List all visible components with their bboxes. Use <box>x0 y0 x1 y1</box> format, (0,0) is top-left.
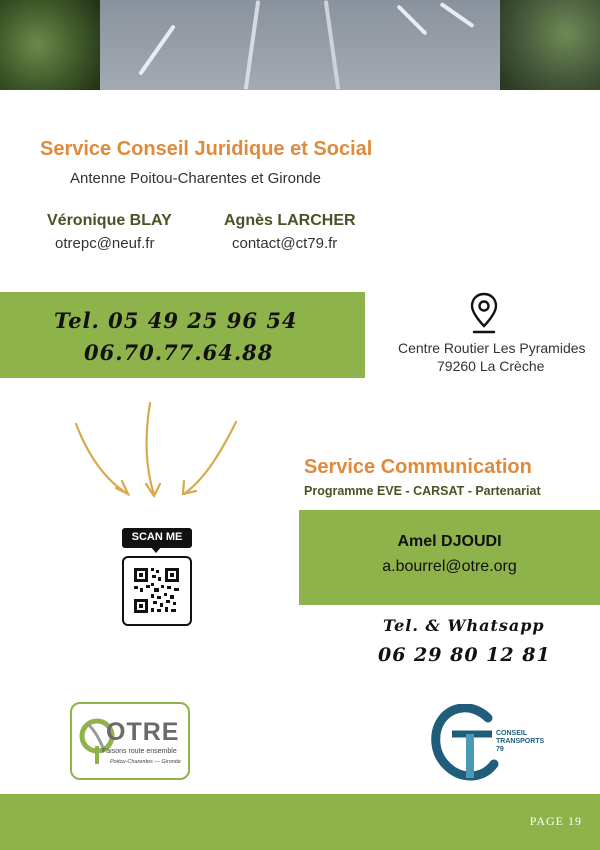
arrow-icon <box>184 422 236 494</box>
otre-wordmark: OTRE <box>106 718 180 746</box>
arrows-graphic <box>68 400 243 505</box>
address-line-1: Centre Routier Les Pyramides <box>398 340 586 356</box>
contact-name-1: Véronique BLAY <box>47 212 172 229</box>
ct79-line-1: CONSEIL <box>496 730 528 737</box>
communication-subtitle: Programme EVE - CARSAT - Partenariat <box>304 484 541 498</box>
ct79-line-2: TRANSPORTS <box>496 738 545 745</box>
juridique-subtitle: Antenne Poitou-Charentes et Gironde <box>70 170 321 187</box>
otre-region: Poitou-Charentes — Gironde <box>110 759 181 765</box>
scan-me-label: SCAN ME <box>131 531 183 543</box>
juridique-phone-2[interactable]: 06.70.77.64.88 <box>84 340 274 365</box>
contact-email-1[interactable]: otrepc@neuf.fr <box>55 235 155 252</box>
page-number: PAGE 19 <box>529 814 582 828</box>
foliage-left <box>0 0 110 90</box>
ct79-text <box>496 730 544 754</box>
map-pin-icon <box>469 292 499 334</box>
footer-band <box>0 794 600 850</box>
highway-road <box>100 0 500 90</box>
communication-title: Service Communication <box>304 456 532 478</box>
communication-contact-name: Amel DJOUDI <box>397 533 502 550</box>
communication-contact-email[interactable]: a.bourrel@otre.org <box>382 558 517 575</box>
whatsapp-label: Tel. & Whatsapp <box>383 616 545 635</box>
otre-tagline: Faisons route ensemble <box>102 748 177 755</box>
ct79-line-3: 79 <box>496 746 504 753</box>
ct79-logo <box>430 704 545 784</box>
qr-code[interactable] <box>122 556 192 626</box>
arrow-icon <box>147 403 154 495</box>
otre-logo <box>70 702 190 780</box>
juridique-phone-1[interactable]: Tel. 05 49 25 96 54 <box>54 308 298 333</box>
foliage-right <box>500 0 600 90</box>
arrow-icon <box>76 424 128 494</box>
address-line-2: 79260 La Crèche <box>437 358 545 374</box>
badge-pointer <box>150 546 162 553</box>
contact-name-2: Agnès LARCHER <box>224 212 356 229</box>
header-photo <box>0 0 600 90</box>
phone-band <box>0 292 365 378</box>
communication-phone[interactable]: 06 29 80 12 81 <box>378 644 551 666</box>
contact-email-2[interactable]: contact@ct79.fr <box>232 235 338 252</box>
juridique-title: Service Conseil Juridique et Social <box>40 138 373 160</box>
scan-me-badge <box>122 528 192 548</box>
